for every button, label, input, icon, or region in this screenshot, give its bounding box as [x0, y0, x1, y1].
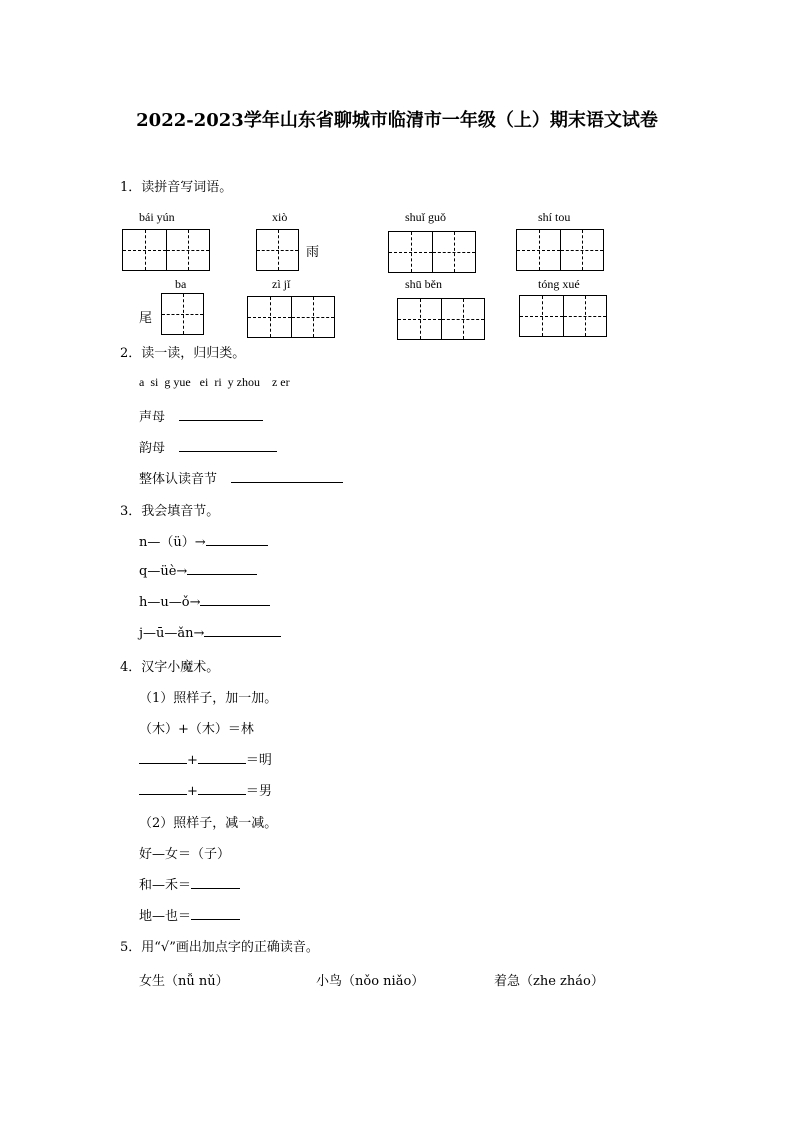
answer-row [139, 749, 272, 768]
plus-sign: + [187, 784, 198, 799]
reading-choice[interactable]: 女生（nǚ nǔ） [139, 974, 229, 989]
row-label: n—（ü）→ [139, 535, 206, 550]
sub-question: （1）照样子，加一加。 [139, 691, 278, 706]
writing-grid[interactable] [388, 231, 476, 273]
answer-row [139, 406, 263, 425]
pinyin-label: shuǐ guǒ [405, 210, 447, 224]
row-result: ＝男 [245, 784, 272, 799]
answer-blank[interactable] [187, 562, 257, 575]
question-1-heading: 1．读拼音写词语。 [120, 180, 233, 195]
answer-blank[interactable] [179, 408, 263, 421]
question-2-heading: 2．读一读，归归类。 [120, 346, 246, 361]
answer-row [139, 874, 240, 893]
answer-blank[interactable] [200, 593, 270, 606]
plus-sign: + [187, 753, 198, 768]
answer-row [139, 468, 343, 487]
reading-choice[interactable]: 小鸟（nǒo niǎo） [316, 974, 425, 989]
answer-blank[interactable] [139, 751, 187, 764]
answer-row [139, 531, 268, 550]
answer-blank[interactable] [198, 782, 246, 795]
answer-blank[interactable] [206, 533, 268, 546]
page-title: 2022-2023学年山东省聊城市临清市一年级（上）期末语文试卷 [136, 110, 658, 131]
answer-row [139, 780, 272, 799]
pinyin-label: zì jǐ [272, 277, 291, 291]
answer-blank[interactable] [191, 907, 240, 920]
answer-row [139, 562, 257, 579]
row-label: 韵母 [139, 441, 166, 456]
given-character: 尾 [139, 311, 153, 326]
writing-grid[interactable] [397, 298, 485, 340]
question-5-heading: 5．用“√”画出加点字的正确读音。 [120, 940, 319, 955]
answer-blank[interactable] [231, 470, 343, 483]
pinyin-label: ba [175, 277, 187, 291]
row-label: j—ū—ǎn→ [139, 626, 205, 641]
writing-grid[interactable] [247, 296, 335, 338]
writing-grid[interactable] [122, 229, 210, 271]
example-line: 好—女＝（子） [139, 847, 231, 862]
row-label: 声母 [139, 410, 166, 425]
row-label: 整体认读音节 [139, 472, 218, 487]
writing-grid[interactable] [256, 229, 299, 271]
row-label: 和—禾＝ [139, 878, 192, 893]
row-result: ＝明 [245, 753, 272, 768]
answer-blank[interactable] [198, 751, 246, 764]
question-3-heading: 3．我会填音节。 [120, 504, 220, 519]
pinyin-label: shí tou [538, 210, 571, 224]
answer-blank[interactable] [204, 624, 281, 637]
reading-choice[interactable]: 着急（zhe zháo） [494, 974, 604, 989]
row-label: q—üè→ [139, 564, 188, 579]
writing-grid[interactable] [516, 229, 604, 271]
row-label: 地—也＝ [139, 909, 192, 924]
writing-grid[interactable] [161, 293, 204, 335]
question-4-heading: 4．汉字小魔术。 [120, 660, 220, 675]
answer-row [139, 437, 277, 456]
answer-row [139, 593, 270, 610]
answer-row [139, 905, 240, 924]
sub-question: （2）照样子，减一减。 [139, 816, 278, 831]
given-character: 雨 [306, 245, 320, 260]
example-line: （木）+（木）＝林 [139, 722, 254, 737]
answer-blank[interactable] [179, 439, 277, 452]
pinyin-label: tóng xué [538, 277, 580, 291]
pinyin-label: shū běn [405, 277, 442, 291]
answer-blank[interactable] [191, 876, 240, 889]
answer-row [139, 624, 281, 641]
pinyin-label: xiò [272, 210, 288, 224]
writing-grid[interactable] [519, 295, 607, 337]
pinyin-label: bái yún [139, 210, 175, 224]
answer-blank[interactable] [139, 782, 187, 795]
letter-list: a si g yue ei ri y zhou z er [139, 375, 290, 389]
row-label: h—u—ǒ→ [139, 595, 201, 610]
